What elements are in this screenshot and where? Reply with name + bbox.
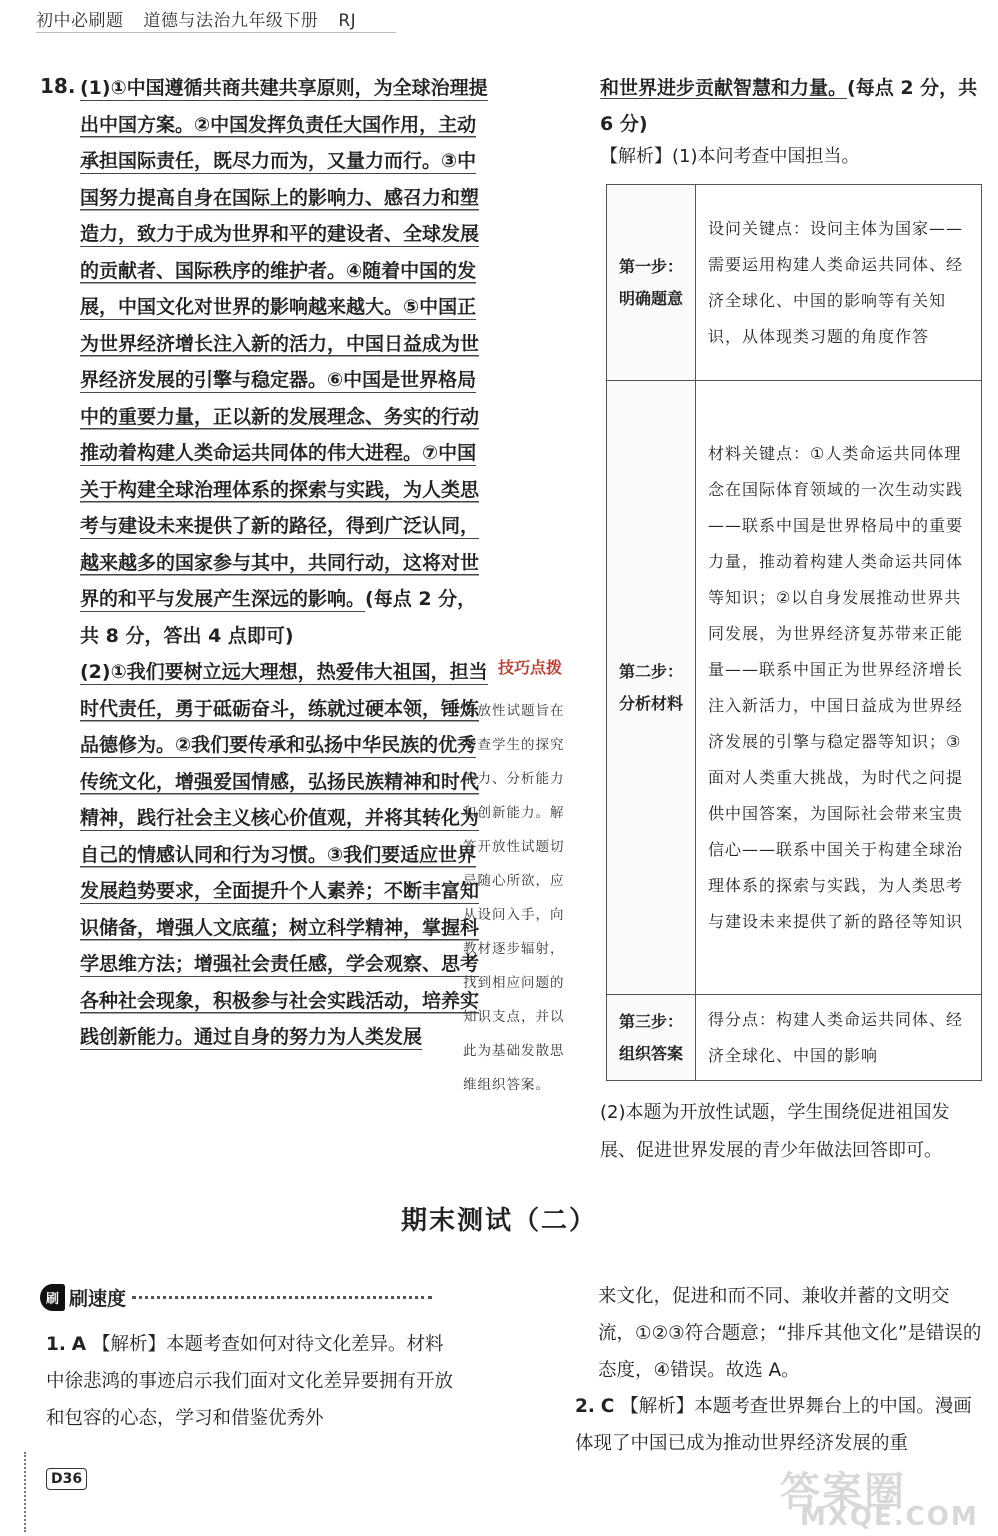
q18-part2-cont: 和世界进步贡献智慧和力量。 <box>600 77 848 99</box>
step-content: 材料关键点：①人类命运共同体理念在国际体育领域的一次生动实践——联系中国是世界格局中的重要力量，推动着构建人类命运共同体等知识；②以自身发展推动世界共同发展，为世界经济复苏带来正能量——联系中国正为世界经济增长注入新活力，中国日益成为世界经济发展的引擎与稳定器等知识；③面对人类重大挑战，为时代之问提供中国答案，为国际社会带来宝贵信心——联系中国关于构建全球治理体系的探索与实践，为人类思考与建设未来提供了新的路径等知识 <box>696 381 982 995</box>
answer-text: 【解析】本题考查如何对待文化差异。材料中徐悲鸿的事迹启示我们面对文化差异要拥有开放和包容的心态，学习和借鉴优秀外 <box>46 1334 454 1429</box>
header-edition: RJ <box>338 11 357 31</box>
step-label: 第二步： <box>618 661 683 681</box>
step-sublabel: 明确题意 <box>618 288 683 308</box>
running-header <box>36 6 370 31</box>
answer-1-cont: 来文化，促进和而不同、兼收并蓄的文明交流，①②③符合题意；“排斥其他文化”是错误的态度，④错误。故选 A。 <box>598 1286 982 1381</box>
answer-choice: C <box>600 1396 615 1417</box>
q18-part2: (2)①我们要树立远大理想，热爱伟大祖国，担当时代责任，勇于砥砺奋斗，练就过硬本领，锤炼品德修为。②我们要传承和弘扬中华民族的优秀传统文化，增强爱国情感，弘扬民族精神和时代精神，践行社会主义核心价值观，并将其转化为自己的情感认同和行为习惯。③我们要适应世界发展趋势要求，全面提升个人素养；不断丰富知识储备，增强人文底蕴；树立科学精神，掌握科学思维方法；增强社会责任感，学会观察、思考各种社会现象，积极参与社会实践活动，培养实践创新能力。通过自身的努力为人类发展 <box>80 661 488 1048</box>
step-sublabel: 组织答案 <box>618 1043 683 1063</box>
tip-box <box>463 655 568 1102</box>
step-sublabel: 分析材料 <box>618 693 683 713</box>
tip-title: 技巧点拨 <box>497 658 562 677</box>
analysis-intro: 【解析】(1)本问考查中国担当。 <box>600 146 860 167</box>
step-row <box>607 995 982 1081</box>
tip-text: 开放性试题旨在考查学生的探究能力、分析能力和创新能力。解答开放性试题切忌随心所欲，应从设问入手，向教材逐步辐射，找到相应问题的知识支点，并以此为基础发散思维组织答案。 <box>463 703 565 1093</box>
answer-2 <box>575 1388 985 1462</box>
step-content: 得分点：构建人类命运共同体、经济全球化、中国的影响 <box>696 995 982 1081</box>
q18-part2-score: (每点 2 分，共 6 分) <box>600 77 978 135</box>
answer-1 <box>46 1326 456 1437</box>
step-label: 第一步： <box>618 256 683 276</box>
watermark-url: MXQE.COM <box>800 1502 979 1532</box>
dotted-rule <box>132 1296 432 1299</box>
watermark: 答案圈 <box>780 1469 906 1515</box>
speed-section-header <box>40 1284 432 1311</box>
header-divider <box>36 32 396 33</box>
margin-dots <box>24 1452 26 1532</box>
answer-number: 2. <box>575 1396 595 1417</box>
header-subject: 道德与法治九年级下册 <box>143 11 319 31</box>
answer-choice: A <box>71 1334 87 1355</box>
brush-badge: 刷 <box>40 1284 65 1311</box>
answer-number: 1. <box>46 1334 66 1355</box>
q18-continuation <box>600 70 980 142</box>
header-book: 初中必刷题 <box>36 11 124 31</box>
page-number: D36 <box>46 1468 87 1490</box>
question-number: 18. <box>40 74 76 98</box>
speed-label: 刷速度 <box>69 1288 127 1310</box>
analysis-part2: (2)本题为开放性试题，学生围绕促进祖国发展、促进世界发展的青少年做法回答即可。 <box>600 1102 950 1161</box>
step-row <box>607 185 982 381</box>
section-title: 期末测试（二） <box>400 1206 597 1236</box>
q18-part1: (1)①中国遵循共商共建共享原则，为全球治理提出中国方案。②中国发挥负责任大国作用，主动承担国际责任，既尽力而为，又量力而行。③中国努力提高自身在国际上的影响力、感召力和塑造力，致力于成为世界和平的建设者、全球发展的贡献者、国际秩序的维护者。④随着中国的发展，中国文化对世界的影响越来越大。⑤中国正为世界经济增长注入新的活力，中国日益成为世界经济发展的引擎与稳定器。⑥中国是世界格局中的重要力量，正以新的发展理念、务实的行动推动着构建人类命运共同体的伟大进程。⑦中国关于构建全球治理体系的探索与实践，为人类思考与建设未来提供了新的路径，得到广泛认同，越来越多的国家参与其中，共同行动，这将对世界的和平与发展产生深远的影响。 <box>80 77 488 610</box>
analysis-steps-table <box>606 184 982 1081</box>
step-content: 设问关键点：设问主体为国家——需要运用构建人类命运共同体、经济全球化、中国的影响等有关知识，从体现类习题的角度作答 <box>696 185 982 381</box>
q18-part1-score: (每点 2 分，共 8 分，答出 4 点即可) <box>80 588 477 647</box>
step-row <box>607 381 982 995</box>
answer-text: 【解析】本题考查世界舞台上的中国。漫画体现了中国已成为推动世界经济发展的重 <box>575 1396 972 1454</box>
step-label: 第三步： <box>618 1011 683 1031</box>
